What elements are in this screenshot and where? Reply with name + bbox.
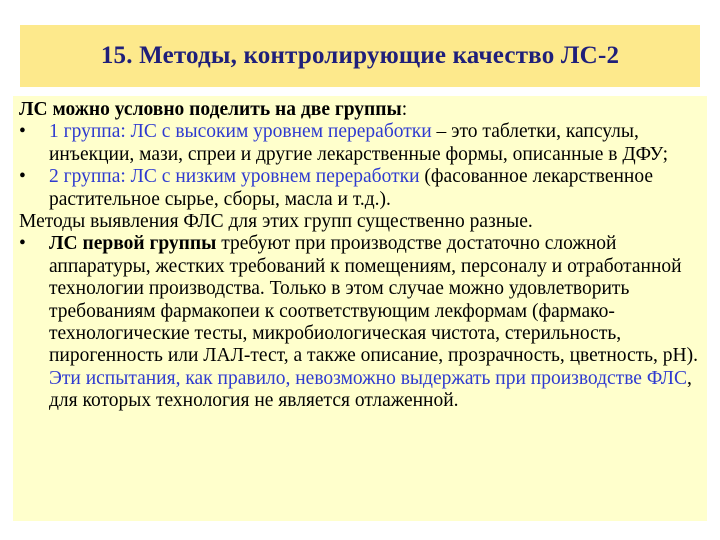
group-2-label: 2 группа: ЛС с низким уровнем переработки (49, 166, 420, 188)
intro-line (19, 99, 701, 121)
intro-rest: : (401, 99, 408, 120)
first-group-blue: Эти испытания, как правило, невозможно выдержать при производстве ФЛС (49, 367, 687, 389)
slide-title: 15. Методы, контролирующие качество ЛС-2 (100, 42, 620, 69)
bullet-group-1 (19, 121, 701, 166)
bullet-first-group (19, 233, 701, 412)
bullet-group-2 (19, 166, 701, 211)
content-box (13, 96, 707, 521)
methods-line: Методы выявления ФЛС для этих групп существенно разные. (19, 211, 533, 233)
first-group-text: требуют при производстве достаточно сложной аппаратуры, жестких требований к помещениям, персоналу и отработанной технологии производства. Только в этом случае можно удовлетворить требованиям фармакопеи к соответствующим лекформам (фармако-технологические тесты, микробиологическая чистота, стерильность, пирогенность или ЛАЛ-тест, а также описание, прозрачность, цветность, pH). (49, 233, 699, 367)
bullet-mark: • (19, 166, 26, 188)
group-2-text: (фасованное лекарственное растительное сырье, сборы, масла и т.д.). (49, 166, 653, 210)
bullet-mark: • (19, 121, 26, 143)
title-banner (20, 25, 700, 87)
first-group-bold: ЛС первой группы (49, 233, 217, 255)
first-group-tail: , для которых технология не является отлаженной. (49, 367, 692, 412)
intro-bold: ЛС можно условно поделить на две группы (19, 99, 402, 120)
group-1-label: 1 группа: ЛС с высоким уровнем переработки (49, 121, 432, 143)
bullet-mark: • (19, 233, 26, 255)
group-1-text: – это таблетки, капсулы, инъекции, мази, спреи и другие лекарственные формы, описанные в ДФУ; (49, 121, 669, 165)
